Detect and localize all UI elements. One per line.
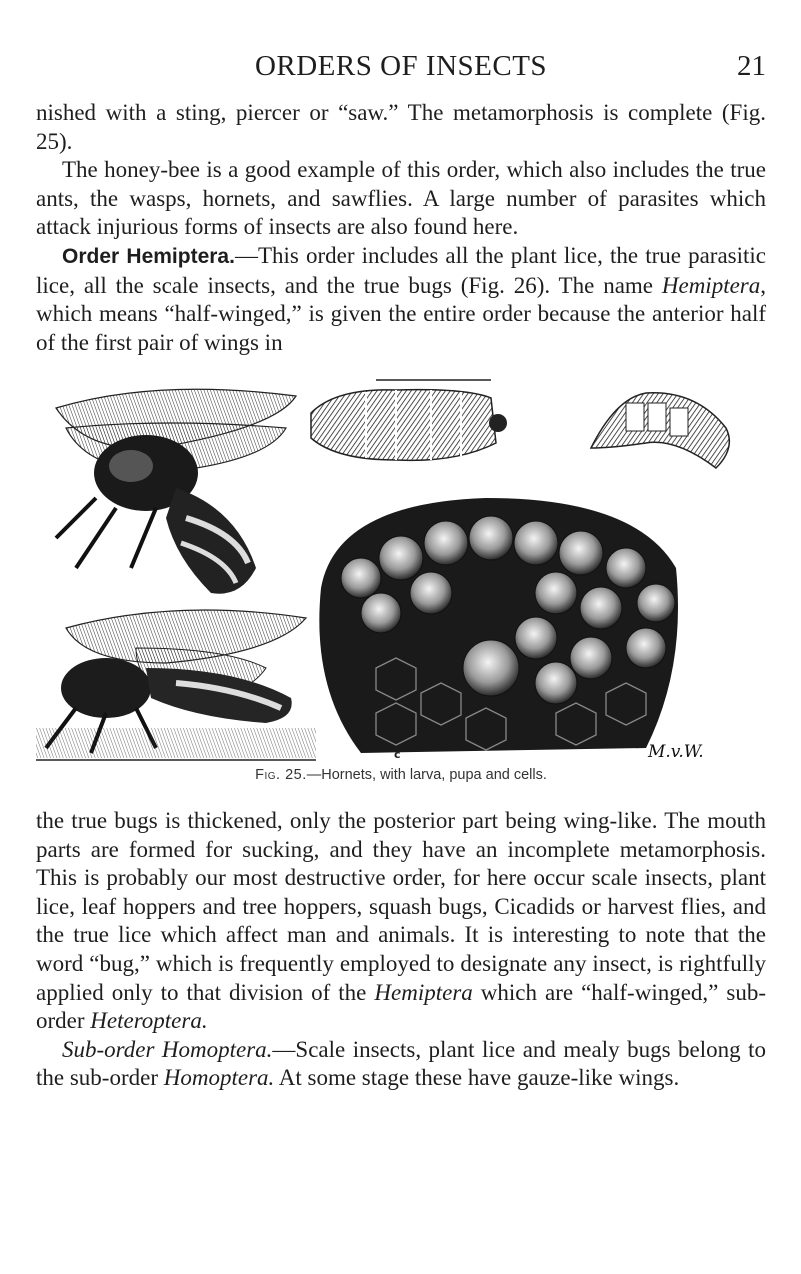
paragraph-2: The honey-bee is a good example of this order, which also includes the true ants, the wasps, hornets, and sawflies. A large number of parasites which attack injurious forms of insects are also found here. <box>36 157 766 240</box>
figure-caption-label: Fig. 25. <box>255 767 307 783</box>
paragraph-3 <box>36 242 766 357</box>
paragraph-4 <box>36 807 766 1036</box>
homoptera-term: Homoptera. <box>163 1065 275 1091</box>
hornet-lower <box>36 610 316 760</box>
suborder-homoptera-heading: Sub-order Homoptera. <box>62 1036 273 1062</box>
paragraph-5-text: —Scale insects, plant lice and mealy bugs belong to the sub-order <box>36 1036 766 1091</box>
page-header <box>36 50 766 90</box>
hemiptera-term-2: Hemiptera <box>374 979 473 1005</box>
paragraph-3-text-b: , which means “half-winged,” is given the entire order because the anterior half of the first pair of wings in <box>36 272 766 355</box>
figure-caption <box>36 767 766 783</box>
paragraph-5 <box>36 1036 766 1093</box>
paragraph-5-text-b: At some stage these have gauze-like wings. <box>274 1065 680 1091</box>
hornet-engraving <box>36 368 766 763</box>
hornet-pupa <box>591 393 729 468</box>
figure-caption-text: —Hornets, with larva, pupa and cells. <box>306 767 547 783</box>
text-block-bottom <box>36 807 766 1093</box>
running-head: ORDERS OF INSECTS <box>254 50 548 82</box>
hornet-larva <box>311 380 507 460</box>
hemiptera-term: Hemiptera <box>661 272 761 298</box>
figure-mark-c: c <box>394 748 401 761</box>
paragraph-3-text-a: —This order includes all the plant lice, the true parasitic lice, all the scale insects, and the true bugs (Fig. 26). The name <box>36 242 766 298</box>
text-block-top <box>36 99 766 357</box>
page-number: 21 <box>737 50 766 82</box>
paragraph-4-text-b: which are “half-winged,” sub-order <box>36 979 766 1034</box>
paragraph-4-text-a: the true bugs is thickened, only the posterior part being wing-like. The mouth parts are formed for sucking, and they have an incomplete metamorphosis. This is probably our most destructive order, for here occur scale insects, plant lice, leaf hoppers and tree hoppers, squash bugs, Cicadids or harvest flies, and the true lice which affect man and animals. It is interesting to note that the word “bug,” which is frequently employed to designate any insect, is rightfully applied only to that division of the <box>36 808 766 1005</box>
order-hemiptera-heading: Order Hemiptera. <box>62 244 235 268</box>
figure-25 <box>36 368 766 783</box>
heteroptera-term: Heteroptera. <box>90 1008 208 1034</box>
hornet-comb-cells <box>319 498 678 753</box>
engraver-signature: M.v.W. <box>648 742 704 762</box>
paragraph-1: nished with a sting, piercer or “saw.” The metamorphosis is complete (Fig. 25). <box>36 100 766 154</box>
